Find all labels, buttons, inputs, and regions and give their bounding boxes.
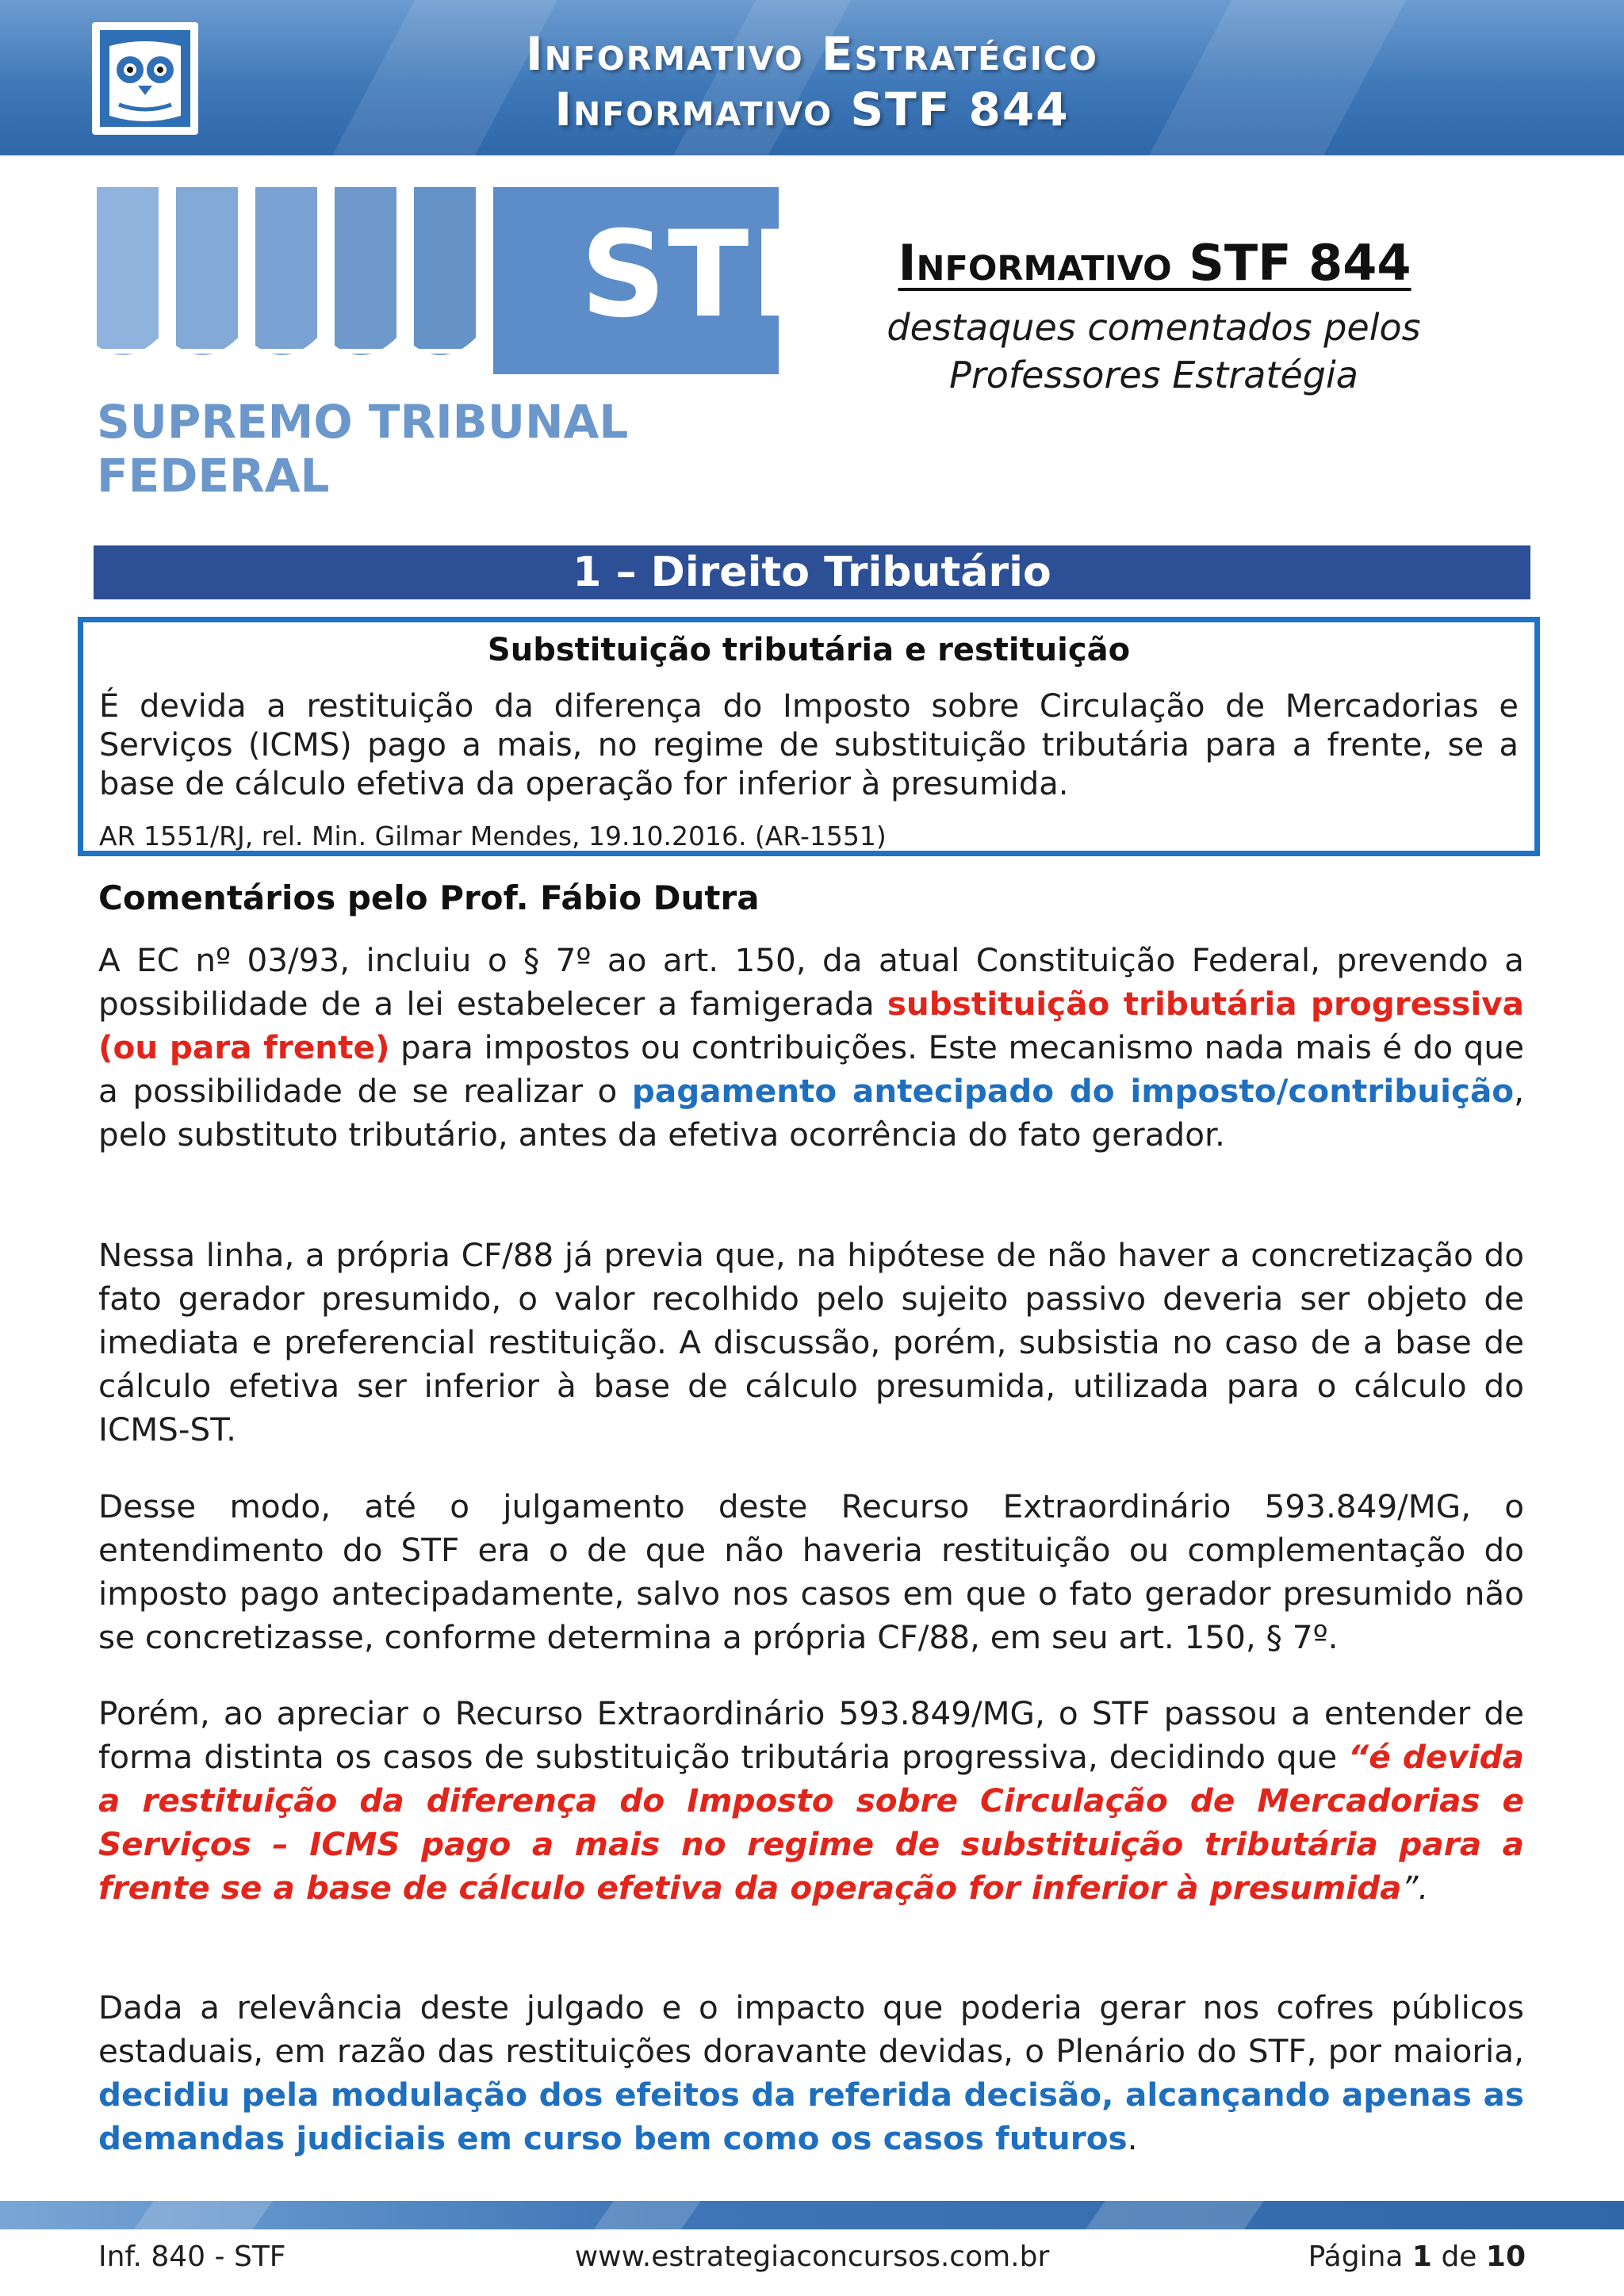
paragraph-2: Nessa linha, a própria CF/88 já previa que, na hipótese de não haver a concretização do fato gerador presumido, o valor recolhido pelo sujeito passivo deveria ser objeto de imediata e preferencial restituição. A discussão, porém, subsistia no caso de a base de cálculo efetiva ser inferior à base de cálculo presumida, utilizada para o cálculo do ICMS-ST. (98, 1236, 1524, 1448)
summary-text: É devida a restituição da diferença do Imposto sobre Circulação de Mercadorias e Serviços (ICMS) pago a mais, no regime de substituição tributária para a frente, se a base de cálculo efetiva da operação for inferior à presumida. (99, 688, 1519, 802)
cover-subtitle-line-1: destaques comentados pelos (887, 306, 1421, 349)
footer-website-link[interactable]: www.estrategiaconcursos.com.br (574, 2241, 1050, 2273)
footer-page-of: de (1441, 2241, 1477, 2273)
header-band (0, 0, 1624, 155)
footer-issue: Inf. 840 - STF (98, 2241, 286, 2273)
paragraph-4-red-quote: é devida a restituição da diferença do Imposto sobre Circulação de Mercadorias e Serviços – ICMS pago a mais no regime de substituição tributária para a frente se a base de cálculo efetiva da operação for inferior à presumida (98, 1738, 1524, 1907)
paragraph-5 (98, 1986, 1524, 2160)
stf-logo-word: STF (580, 206, 833, 344)
comments-heading: Comentários pelo Prof. Fábio Dutra (98, 878, 760, 917)
paragraph-5-blue-emphasis: decidiu pela modulação dos efeitos da referida decisão, alcançando apenas as demandas judiciais em curso bem como os casos futuros (98, 2076, 1524, 2157)
paragraph-5-text-c: . (1127, 2119, 1138, 2157)
summary-citation: AR 1551/RJ, rel. Min. Gilmar Mendes, 19.10.2016. (AR-1551) (99, 821, 887, 851)
paragraph-1-red-emphasis: substituição tributária progressiva (ou para frente) (98, 985, 1524, 1066)
cover-title: Informativo STF 844 (898, 234, 1411, 292)
paragraph-1-text-c: para impostos ou contribuições. Este mecanismo nada mais é do que a possibilidade de se realizar o (98, 1028, 1524, 1110)
header-title-line-1: Informativo Estratégico (525, 27, 1098, 81)
stf-logo-subtitle: SUPREMO TRIBUNAL FEDERAL (97, 395, 629, 503)
footer-page-total: 10 (1485, 2241, 1526, 2273)
footer-band (0, 2201, 1624, 2229)
paragraph-1-blue-emphasis: pagamento antecipado do imposto/contribuição (631, 1072, 1515, 1110)
paragraph-1-text-a: A EC nº 03/93, incluiu o § 7º ao art. 150, da atual Constituição Federal, prevendo a possibilidade de a lei estabelecer a famigerada (98, 941, 1524, 1023)
section-title-bar: 1 – Direito Tributário (94, 545, 1530, 599)
paragraph-4 (98, 1692, 1524, 1910)
paragraph-1 (98, 939, 1524, 1157)
paragraph-4-open-quote: “ (1348, 1738, 1369, 1776)
stf-logo (97, 187, 833, 503)
paragraph-5-text-a: Dada a relevância deste julgado e o impacto que poderia gerar nos cofres públicos estaduais, em razão das restituições doravante devidas, o Plenário do STF, por maioria, (98, 1988, 1524, 2070)
paragraph-4-text-a: Porém, ao apreciar o Recurso Extraordinário 593.849/MG, o STF passou a entender de forma distinta os casos de substituição tributária progressiva, decidindo que (98, 1694, 1524, 1776)
footer-page-current: 1 (1411, 2241, 1432, 2273)
footer-page-label: Página (1308, 2241, 1404, 2273)
cover-subtitle-line-2: Professores Estratégia (949, 354, 1358, 396)
summary-box (78, 617, 1540, 856)
header-title-line-2: Informativo STF 844 (554, 82, 1070, 136)
footer-page-number (1308, 2241, 1526, 2273)
summary-title: Substituição tributária e restituição (487, 632, 1131, 668)
paragraph-1-text-e: , pelo substituto tributário, antes da efetiva ocorrência do fato gerador. (98, 1072, 1525, 1154)
paragraph-4-close-quote: ”. (1401, 1869, 1429, 1907)
paragraph-3: Desse modo, até o julgamento deste Recurso Extraordinário 593.849/MG, o entendimento do STF era o de que não haveria restituição ou complementação do imposto pago antecipadamente, salvo nos casos em que o fato gerador presumido não se concretizasse, conforme determina a própria CF/88, em seu art. 150, § 7º. (98, 1487, 1524, 1656)
